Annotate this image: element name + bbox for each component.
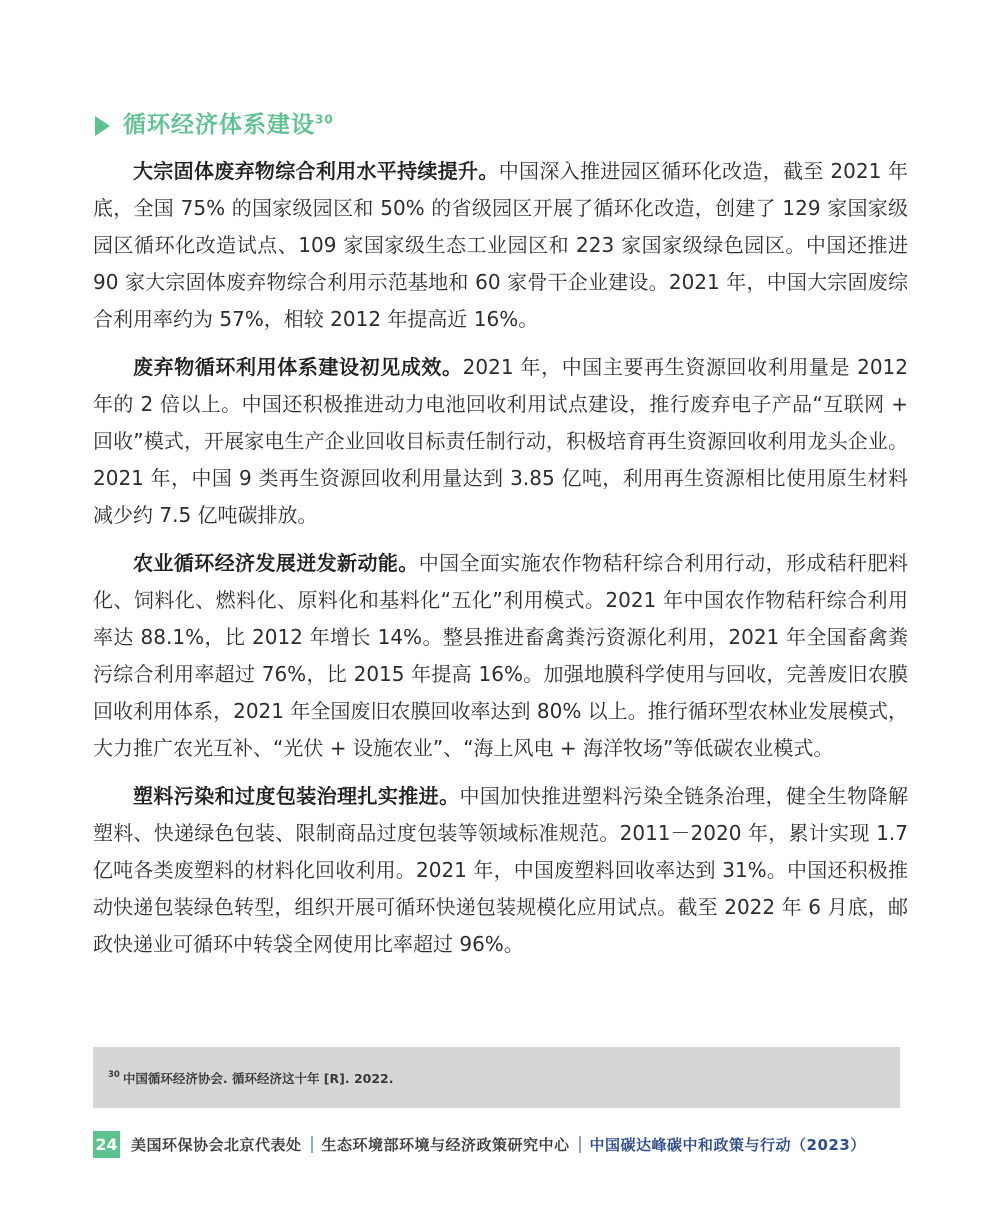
footer-org-edf: 美国环保协会北京代表处 [131, 1136, 302, 1154]
paragraph-body: 2021 年，中国主要再生资源回收利用量是 2012 年的 2 倍以上。中国还积极推进动力电池回收利用试点建设，推行废弃电子产品“互联网 + 回收”模式，开展家电生产企业回收目标责任制行动，积极培育再生资源回收利用龙头企业。2021 年，中国 9 类再生资源回收利用量达到 3.85 亿吨，利用再生资源相比使用原生材料减少约 7.5 亿吨碳排放。 [93, 355, 908, 527]
paragraph-plastic [93, 778, 908, 963]
body-content [93, 153, 908, 974]
section-title [123, 112, 334, 140]
paragraph-lead: 大宗固体废弃物综合利用水平持续提升。 [133, 159, 499, 183]
paragraph-lead: 废弃物循环利用体系建设初见成效。 [133, 355, 463, 379]
section-title-footnote-ref: 30 [315, 112, 334, 127]
footer-report-title: 中国碳达峰碳中和政策与行动（2023） [589, 1136, 866, 1154]
footer-org-prcee: 生态环境部环境与经济政策研究中心 [321, 1136, 570, 1154]
paragraph-body: 中国全面实施农作物秸秆综合利用行动，形成秸秆肥料化、饲料化、燃料化、原料化和基料化“五化”利用模式。2021 年中国农作物秸秆综合利用率达 88.1%，比 2012 年增长 14%。整县推进畜禽粪污资源化利用，2021 年全国畜禽粪污综合利用率超过 76%，比 2015 年提高 16%。加强地膜科学使用与回收，完善废旧农膜回收利用体系，2021 年全国废旧农膜回收率达到 80% 以上。推行循环型农林业发展模式，大力推广农光互补、“光伏 + 设施农业”、“海上风电 + 海洋牧场”等低碳农业模式。 [93, 551, 909, 760]
paragraph-lead: 塑料污染和过度包装治理扎实推进。 [133, 784, 460, 808]
page-footer [93, 1131, 866, 1158]
paragraph-lead: 农业循环经济发展迸发新动能。 [133, 551, 419, 575]
triangle-bullet-icon [95, 116, 110, 136]
footer-divider [311, 1136, 313, 1153]
footnote [108, 1069, 394, 1087]
page-number-badge: 24 [93, 1131, 120, 1158]
footnote-box [93, 1047, 900, 1108]
paragraph-waste-recycling [93, 349, 908, 534]
paragraph-agriculture [93, 545, 908, 767]
footer-divider [579, 1136, 581, 1153]
footnote-marker: 30 [108, 1070, 120, 1081]
section-heading [95, 112, 334, 140]
footnote-text: 中国循环经济协会. 循环经济这十年 [R]. 2022. [122, 1070, 394, 1086]
paragraph-body: 中国深入推进园区循环化改造，截至 2021 年底，全国 75% 的国家级园区和 50% 的省级园区开展了循环化改造，创建了 129 家国家级园区循环化改造试点、109 家国家级生态工业园区和 223 家国家级绿色园区。中国还推进 90 家大宗固体废弃物综合利用示范基地和 60 家骨干企业建设。2021 年，中国大宗固废综合利用率约为 57%，相较 2012 年提高近 16%。 [93, 159, 908, 331]
paragraph-body: 中国加快推进塑料污染全链条治理，健全生物降解塑料、快递绿色包装、限制商品过度包装等领域标准规范。2011－2020 年，累计实现 1.7 亿吨各类废塑料的材料化回收利用。2021 年，中国废塑料回收率达到 31%。中国还积极推动快递包装绿色转型，组织开展可循环快递包装规模化应用试点。截至 2022 年 6 月底，邮政快递业可循环中转袋全网使用比率超过 96%。 [93, 784, 909, 956]
section-title-text: 循环经济体系建设 [123, 112, 315, 138]
paragraph-solid-waste [93, 153, 908, 338]
